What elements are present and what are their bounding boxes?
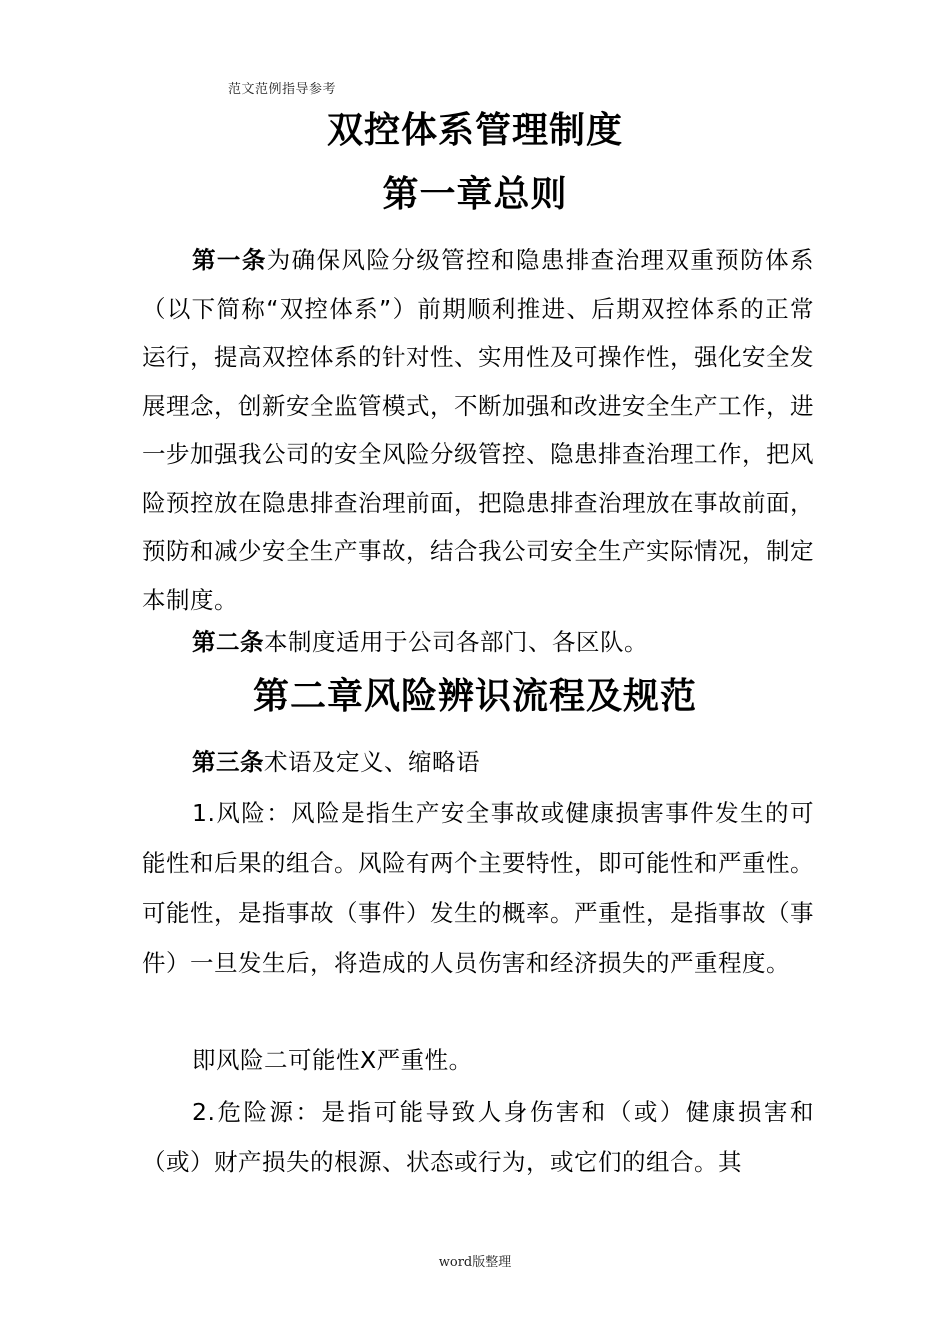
- article-3-text: 术语及定义、缩略语: [264, 748, 480, 776]
- item-1-risk-definition: 1.风险：风险是指生产安全事故或健康损害事件发生的可能性和后果的组合。风险有两个主要特性，即可能性和严重性。可能性，是指事故（事件）发生的概率。严重性，是指事故（事件）一旦发生后，将造成的人员伤害和经济损失的严重程度。: [142, 799, 814, 977]
- footer-note: word版整理: [438, 1255, 512, 1270]
- document-title: 双控体系管理制度: [326, 110, 623, 151]
- article-1-paragraph: [142, 236, 814, 624]
- article-3-label: 第三条: [192, 748, 264, 776]
- chapter-1-heading: 第一章总则: [382, 174, 568, 215]
- article-2-paragraph: [142, 618, 814, 667]
- article-2-label: 第二条: [192, 628, 264, 656]
- article-1-label: 第一条: [192, 246, 267, 274]
- article-3-paragraph: [142, 738, 814, 787]
- chapter-2-heading: 第二章风险辨识流程及规范: [252, 676, 697, 717]
- item-2-hazard-definition: 2.危险源：是指可能导致人身伤害和（或）健康损害和（或）财产损失的根源、状态或行为，或它们的组合。其: [142, 1098, 814, 1176]
- article-2-text: 本制度适用于公司各部门、各区队。: [264, 628, 648, 656]
- header-note: 范文范例指导参考: [228, 82, 337, 97]
- article-1-text: 为确保风险分级管控和隐患排查治理双重预防体系（以下简称“双控体系”）前期顺利推进、后期双控体系的正常运行，提高双控体系的针对性、实用性及可操作性，强化安全发展理念，创新安全监管模式，不断加强和改进安全生产工作，进一步加强我公司的安全风险分级管控、隐患排查治理工作，把风险预控放在隐患排查治理前面，把隐患排查治理放在事故前面，预防和减少安全生产事故，结合我公司安全生产实际情况，制定本制度。: [142, 246, 814, 614]
- risk-formula: 即风险二可能性X严重性。: [192, 1046, 473, 1074]
